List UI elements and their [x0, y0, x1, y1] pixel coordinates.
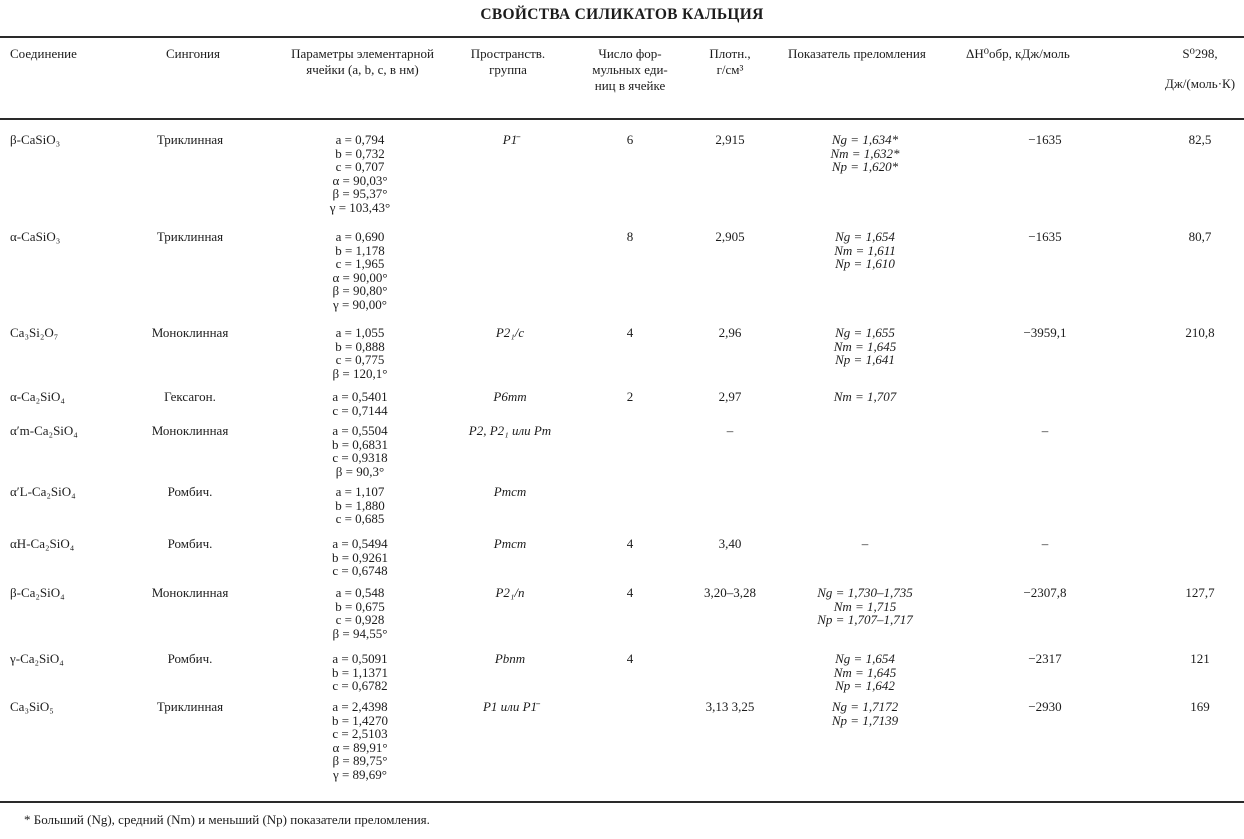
syngony: Моноклинная: [151, 325, 229, 340]
cell-parameter: b = 1,178: [335, 242, 385, 258]
cell-parameters: [280, 537, 440, 578]
cell-parameters: [280, 390, 440, 417]
cell-parameter: c = 0,685: [335, 511, 385, 527]
compound-name: α′m-Ca₂SiO₄: [10, 423, 78, 438]
refractive-index: –: [861, 536, 869, 551]
density: 3,13 3,25: [705, 699, 755, 714]
refractive-index: Ng = 1,654: [835, 229, 895, 244]
enthalpy: −3959,1: [1023, 325, 1067, 340]
formula-units: 2: [626, 389, 634, 404]
cell-parameters: [280, 326, 440, 380]
enthalpy: –: [1041, 536, 1049, 551]
footnote: * Больший (Ng), средний (Nm) и меньший (Np) показатели преломления.: [24, 812, 430, 827]
cell-parameter: a = 0,5494: [332, 536, 388, 551]
space-group: Pmcm: [493, 536, 527, 551]
cell-parameter: a = 1,107: [335, 484, 385, 499]
cell-parameters: [280, 424, 440, 478]
syngony: Ромбич.: [167, 484, 213, 499]
cell-parameter: b = 1,4270: [331, 712, 389, 728]
space-group: P6mm: [493, 389, 527, 404]
space-group: Pbnm: [494, 651, 526, 666]
compound-name: β-CaSiO₃: [10, 132, 61, 147]
entropy: 80,7: [1188, 229, 1212, 244]
cell-parameter: a = 0,5091: [332, 651, 388, 666]
cell-parameter: β = 90,3°: [335, 463, 385, 479]
cell-parameter: α = 89,91°: [332, 739, 388, 755]
header-cell-params-line2: ячейки (a, b, c, в нм): [306, 62, 419, 77]
header-syngony: Сингония: [166, 46, 220, 61]
space-group: Pmcm: [493, 484, 527, 499]
entropy: 210,8: [1185, 325, 1215, 340]
enthalpy: −2930: [1028, 699, 1062, 714]
top-rule: [0, 36, 1244, 38]
cell-parameter: β = 120,1°: [332, 365, 388, 381]
compound-name: Ca₃SiO₅: [10, 699, 54, 714]
entropy: 121: [1190, 651, 1210, 666]
syngony: Триклинная: [156, 699, 224, 714]
syngony: Ромбич.: [167, 536, 213, 551]
enthalpy: −2307,8: [1023, 585, 1067, 600]
header-formula-units-line2: мульных еди-: [592, 62, 668, 77]
enthalpy: –: [1041, 423, 1049, 438]
header-space-group: [462, 46, 554, 78]
refractive-index: Np = 1,642: [835, 678, 895, 694]
cell-parameter: c = 1,965: [335, 256, 385, 272]
compound-name: Ca₃Si₂O₇: [10, 325, 59, 340]
refractive-index: Ng = 1,634*: [831, 132, 899, 147]
enthalpy: −1635: [1028, 132, 1062, 147]
refractive-index: Nm = 1,707: [833, 389, 897, 404]
enthalpy: −1635: [1028, 229, 1062, 244]
density: 2,915: [715, 132, 745, 147]
header-density: [700, 46, 760, 78]
refractive-index: Np = 1,610: [835, 256, 895, 272]
syngony: Триклинная: [156, 132, 224, 147]
refractive-index: Ng = 1,655: [835, 325, 895, 340]
cell-parameter: b = 0,732: [335, 145, 385, 161]
refractive-indices: [790, 390, 940, 404]
compound-name: γ-Ca₂SiO₄: [10, 651, 64, 666]
density: 2,96: [718, 325, 742, 340]
refractive-indices: [790, 230, 940, 271]
formula-units: 4: [626, 325, 634, 340]
formula-units: 4: [626, 585, 634, 600]
header-formula-units-line3: ниц в ячейке: [594, 78, 666, 93]
refractive-index: Np = 1,641: [835, 352, 895, 368]
refractive-index: Nm = 1,645: [833, 338, 897, 354]
compound-name: α-Ca₂SiO₄: [10, 389, 65, 404]
cell-parameter: b = 1,1371: [331, 664, 389, 680]
syngony: Триклинная: [156, 229, 224, 244]
cell-parameter: a = 0,548: [335, 585, 385, 600]
syngony: Гексагон.: [164, 389, 216, 404]
header-formula-units-line1: Число фор-: [598, 46, 662, 61]
header-space-group-line2: группа: [489, 62, 527, 77]
density: 3,20–3,28: [704, 585, 756, 600]
refractive-indices: [790, 586, 940, 627]
cell-parameter: a = 0,794: [335, 132, 385, 147]
cell-parameter: α = 90,03°: [332, 172, 388, 188]
space-group: P1̄: [502, 132, 518, 147]
refractive-index: Np = 1,620*: [831, 159, 899, 175]
cell-parameter: a = 1,055: [335, 325, 385, 340]
header-space-group-line1: Пространств.: [470, 46, 546, 61]
refractive-indices: [790, 537, 940, 551]
cell-parameter: b = 0,888: [335, 338, 385, 354]
header-refractive-index: Показатель преломления: [788, 46, 926, 61]
cell-parameter: c = 0,6748: [332, 563, 388, 579]
cell-parameter: α = 90,00°: [332, 269, 388, 285]
syngony: Моноклинная: [151, 423, 229, 438]
formula-units: 4: [626, 651, 634, 666]
header-entropy-line2: Дж/(моль·К): [1164, 76, 1236, 91]
formula-units: 8: [626, 229, 634, 244]
refractive-index: Nm = 1,715: [833, 598, 897, 614]
header-rule: [0, 118, 1244, 120]
cell-parameter: c = 2,5103: [332, 726, 388, 742]
cell-parameters: [280, 652, 440, 693]
header-density-line1: Плотн.,: [709, 46, 751, 61]
refractive-index: Np = 1,7139: [831, 712, 899, 728]
header-compound: Соединение: [10, 46, 77, 61]
cell-parameter: γ = 103,43°: [329, 199, 391, 215]
cell-parameter: c = 0,7144: [332, 402, 388, 418]
cell-parameter: β = 90,80°: [332, 283, 388, 299]
cell-parameter: γ = 90,00°: [332, 296, 388, 312]
cell-parameter: γ = 89,69°: [332, 766, 388, 782]
compound-name: α′L-Ca₂SiO₄: [10, 484, 76, 499]
cell-parameter: a = 2,4398: [332, 699, 388, 714]
density: 3,40: [718, 536, 742, 551]
cell-parameter: c = 0,9318: [332, 450, 388, 466]
space-group: P2, P2₁ или Pm: [468, 423, 552, 438]
cell-parameter: β = 95,37°: [332, 186, 388, 202]
cell-parameter: b = 0,675: [335, 598, 385, 614]
refractive-index: Ng = 1,7172: [831, 699, 899, 714]
cell-parameter: c = 0,6782: [332, 678, 388, 694]
header-entropy: [1160, 46, 1240, 92]
cell-parameter: c = 0,775: [335, 352, 385, 368]
density: 2,97: [718, 389, 742, 404]
header-entropy-line1: S⁰298,: [1182, 46, 1218, 61]
cell-parameter: β = 89,75°: [332, 753, 388, 769]
cell-parameter: a = 0,5401: [332, 389, 388, 404]
cell-parameter: b = 0,9261: [331, 549, 389, 565]
refractive-index: Ng = 1,730–1,735: [817, 585, 913, 600]
cell-parameter: c = 0,928: [335, 612, 385, 628]
refractive-index: Np = 1,707–1,717: [817, 612, 913, 628]
refractive-index: Nm = 1,645: [833, 664, 897, 680]
cell-parameter: b = 0,6831: [331, 436, 389, 452]
header-formula-units: [575, 46, 685, 94]
entropy: 127,7: [1185, 585, 1215, 600]
header-density-line2: г/см³: [716, 62, 744, 77]
cell-parameters: [280, 586, 440, 640]
bottom-rule: [0, 801, 1244, 803]
refractive-index: Nm = 1,632*: [830, 145, 900, 161]
compound-name: β-Ca₂SiO₄: [10, 585, 65, 600]
header-cell-params: [265, 46, 460, 78]
header-cell-params-line1: Параметры элементарной: [291, 46, 434, 61]
cell-parameter: a = 0,690: [335, 229, 385, 244]
refractive-index: Nm = 1,611: [834, 242, 896, 258]
cell-parameter: β = 94,55°: [332, 625, 388, 641]
enthalpy: −2317: [1028, 651, 1062, 666]
space-group: P2₁/c: [495, 325, 525, 340]
cell-parameters: [280, 230, 440, 312]
density: –: [726, 423, 734, 438]
entropy: 82,5: [1188, 132, 1212, 147]
cell-parameter: b = 1,880: [335, 497, 385, 513]
compound-name: αH-Ca₂SiO₄: [10, 536, 75, 551]
cell-parameter: c = 0,707: [335, 159, 385, 175]
table-title: СВОЙСТВА СИЛИКАТОВ КАЛЬЦИЯ: [480, 6, 764, 23]
space-group: P1 или P1̄: [482, 699, 538, 714]
refractive-indices: [790, 700, 940, 727]
refractive-indices: [790, 326, 940, 367]
entropy: 169: [1190, 699, 1210, 714]
formula-units: 4: [626, 536, 634, 551]
density: 2,905: [715, 229, 745, 244]
header-enthalpy: ΔH⁰обр, кДж/моль: [966, 46, 1070, 61]
refractive-indices: [790, 652, 940, 693]
cell-parameters: [280, 485, 440, 526]
formula-units: 6: [626, 132, 634, 147]
compound-name: α-CaSiO₃: [10, 229, 61, 244]
cell-parameters: [280, 700, 440, 782]
syngony: Ромбич.: [167, 651, 213, 666]
refractive-index: Ng = 1,654: [835, 651, 895, 666]
cell-parameters: [280, 133, 440, 215]
cell-parameter: a = 0,5504: [332, 423, 388, 438]
refractive-indices: [790, 133, 940, 174]
syngony: Моноклинная: [151, 585, 229, 600]
space-group: P2₁/n: [495, 585, 525, 600]
